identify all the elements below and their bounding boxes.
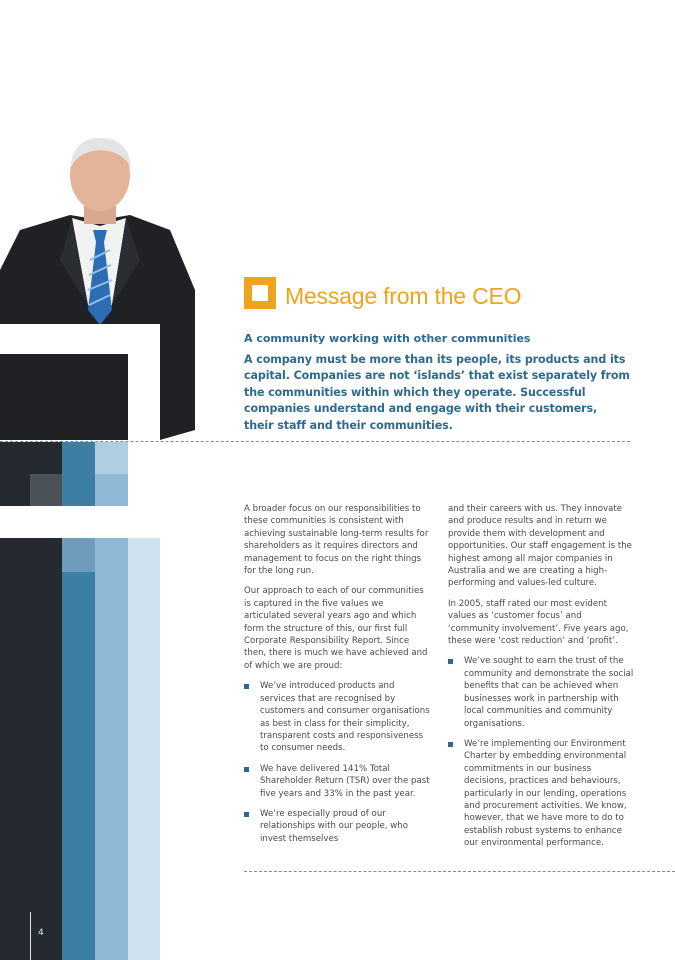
divider-top xyxy=(0,441,630,442)
bullet-list xyxy=(244,680,430,845)
block-mid-lower-top xyxy=(62,538,95,572)
bullet-item: We’ve introduced products and services that are recognised by customers and consumer organisations as best in class for their simplicity, transparent costs and responsiveness to consumer needs. xyxy=(244,680,430,754)
block-dark-lower xyxy=(0,538,62,960)
page-number: 4 xyxy=(38,928,44,938)
intro-paragraph: A company must be more than its people, its products and its capital. Companies are not ‘islands’ that exist separately from the communities within which they operate. Successful companies understand and engage with their customers, their staff and their communities. xyxy=(244,353,630,432)
block-pale-lower xyxy=(128,538,160,960)
section-subtitle: A community working with other communities xyxy=(244,332,531,345)
title-square-icon xyxy=(244,277,276,309)
block-mid-upper xyxy=(62,442,95,506)
paragraph: A broader focus on our responsibilities to these communities is consistent with achieving sustainable long-term results for shareholders as it requires directors and management to focus on the right things for the long run. xyxy=(244,504,429,577)
page-number-rule xyxy=(30,912,31,960)
body-column-right xyxy=(448,503,634,858)
bullet-item: We’ve sought to earn the trust of the community and demonstrate the social benefits that can be achieved when businesses work in partnership with local communities and community organisations. xyxy=(448,655,634,729)
page-title: Message from the CEO xyxy=(285,283,522,309)
paragraph: In 2005, staff rated our most evident values as ‘customer focus’ and ‘community involvement’. Five years ago, these were ‘cost reduction’ and ‘profit’. xyxy=(448,598,629,647)
block-grey-upper xyxy=(30,474,62,506)
block-light-upper-2 xyxy=(95,474,128,506)
body-column-left xyxy=(244,503,430,853)
bullet-item: We’re especially proud of our relationships with our people, who invest themselves xyxy=(244,808,430,845)
bullet-item: We’re implementing our Environment Charter by embedding environmental commitments in our business decisions, practices and behaviours, particularly in our lending, operations and procurement activities. We know, however, that we have more to do to establish robust systems to enhance our environmental performance. xyxy=(448,738,634,850)
block-mid-lower xyxy=(62,538,95,960)
block-light-upper xyxy=(95,442,128,474)
divider-bottom xyxy=(244,871,675,872)
paragraph: and their careers with us. They innovate and produce results and in return we provide them with development and opportunities. Our staff engagement is the highest among all major companies in Australia and we are creating a high-performing and values-led culture. xyxy=(448,504,632,589)
paragraph: Our approach to each of our communities is captured in the five values we articulated several years ago and which form the structure of this, our first full Corporate Responsibility Report. Since then, there is much we have achieved and of which we are proud: xyxy=(244,586,428,671)
bullet-item: We have delivered 141% Total Shareholder Return (TSR) over the past five years and 33% in the past year. xyxy=(244,763,430,800)
bullet-list xyxy=(448,655,634,849)
block-light-lower xyxy=(95,538,128,960)
ceo-portrait xyxy=(0,130,200,440)
